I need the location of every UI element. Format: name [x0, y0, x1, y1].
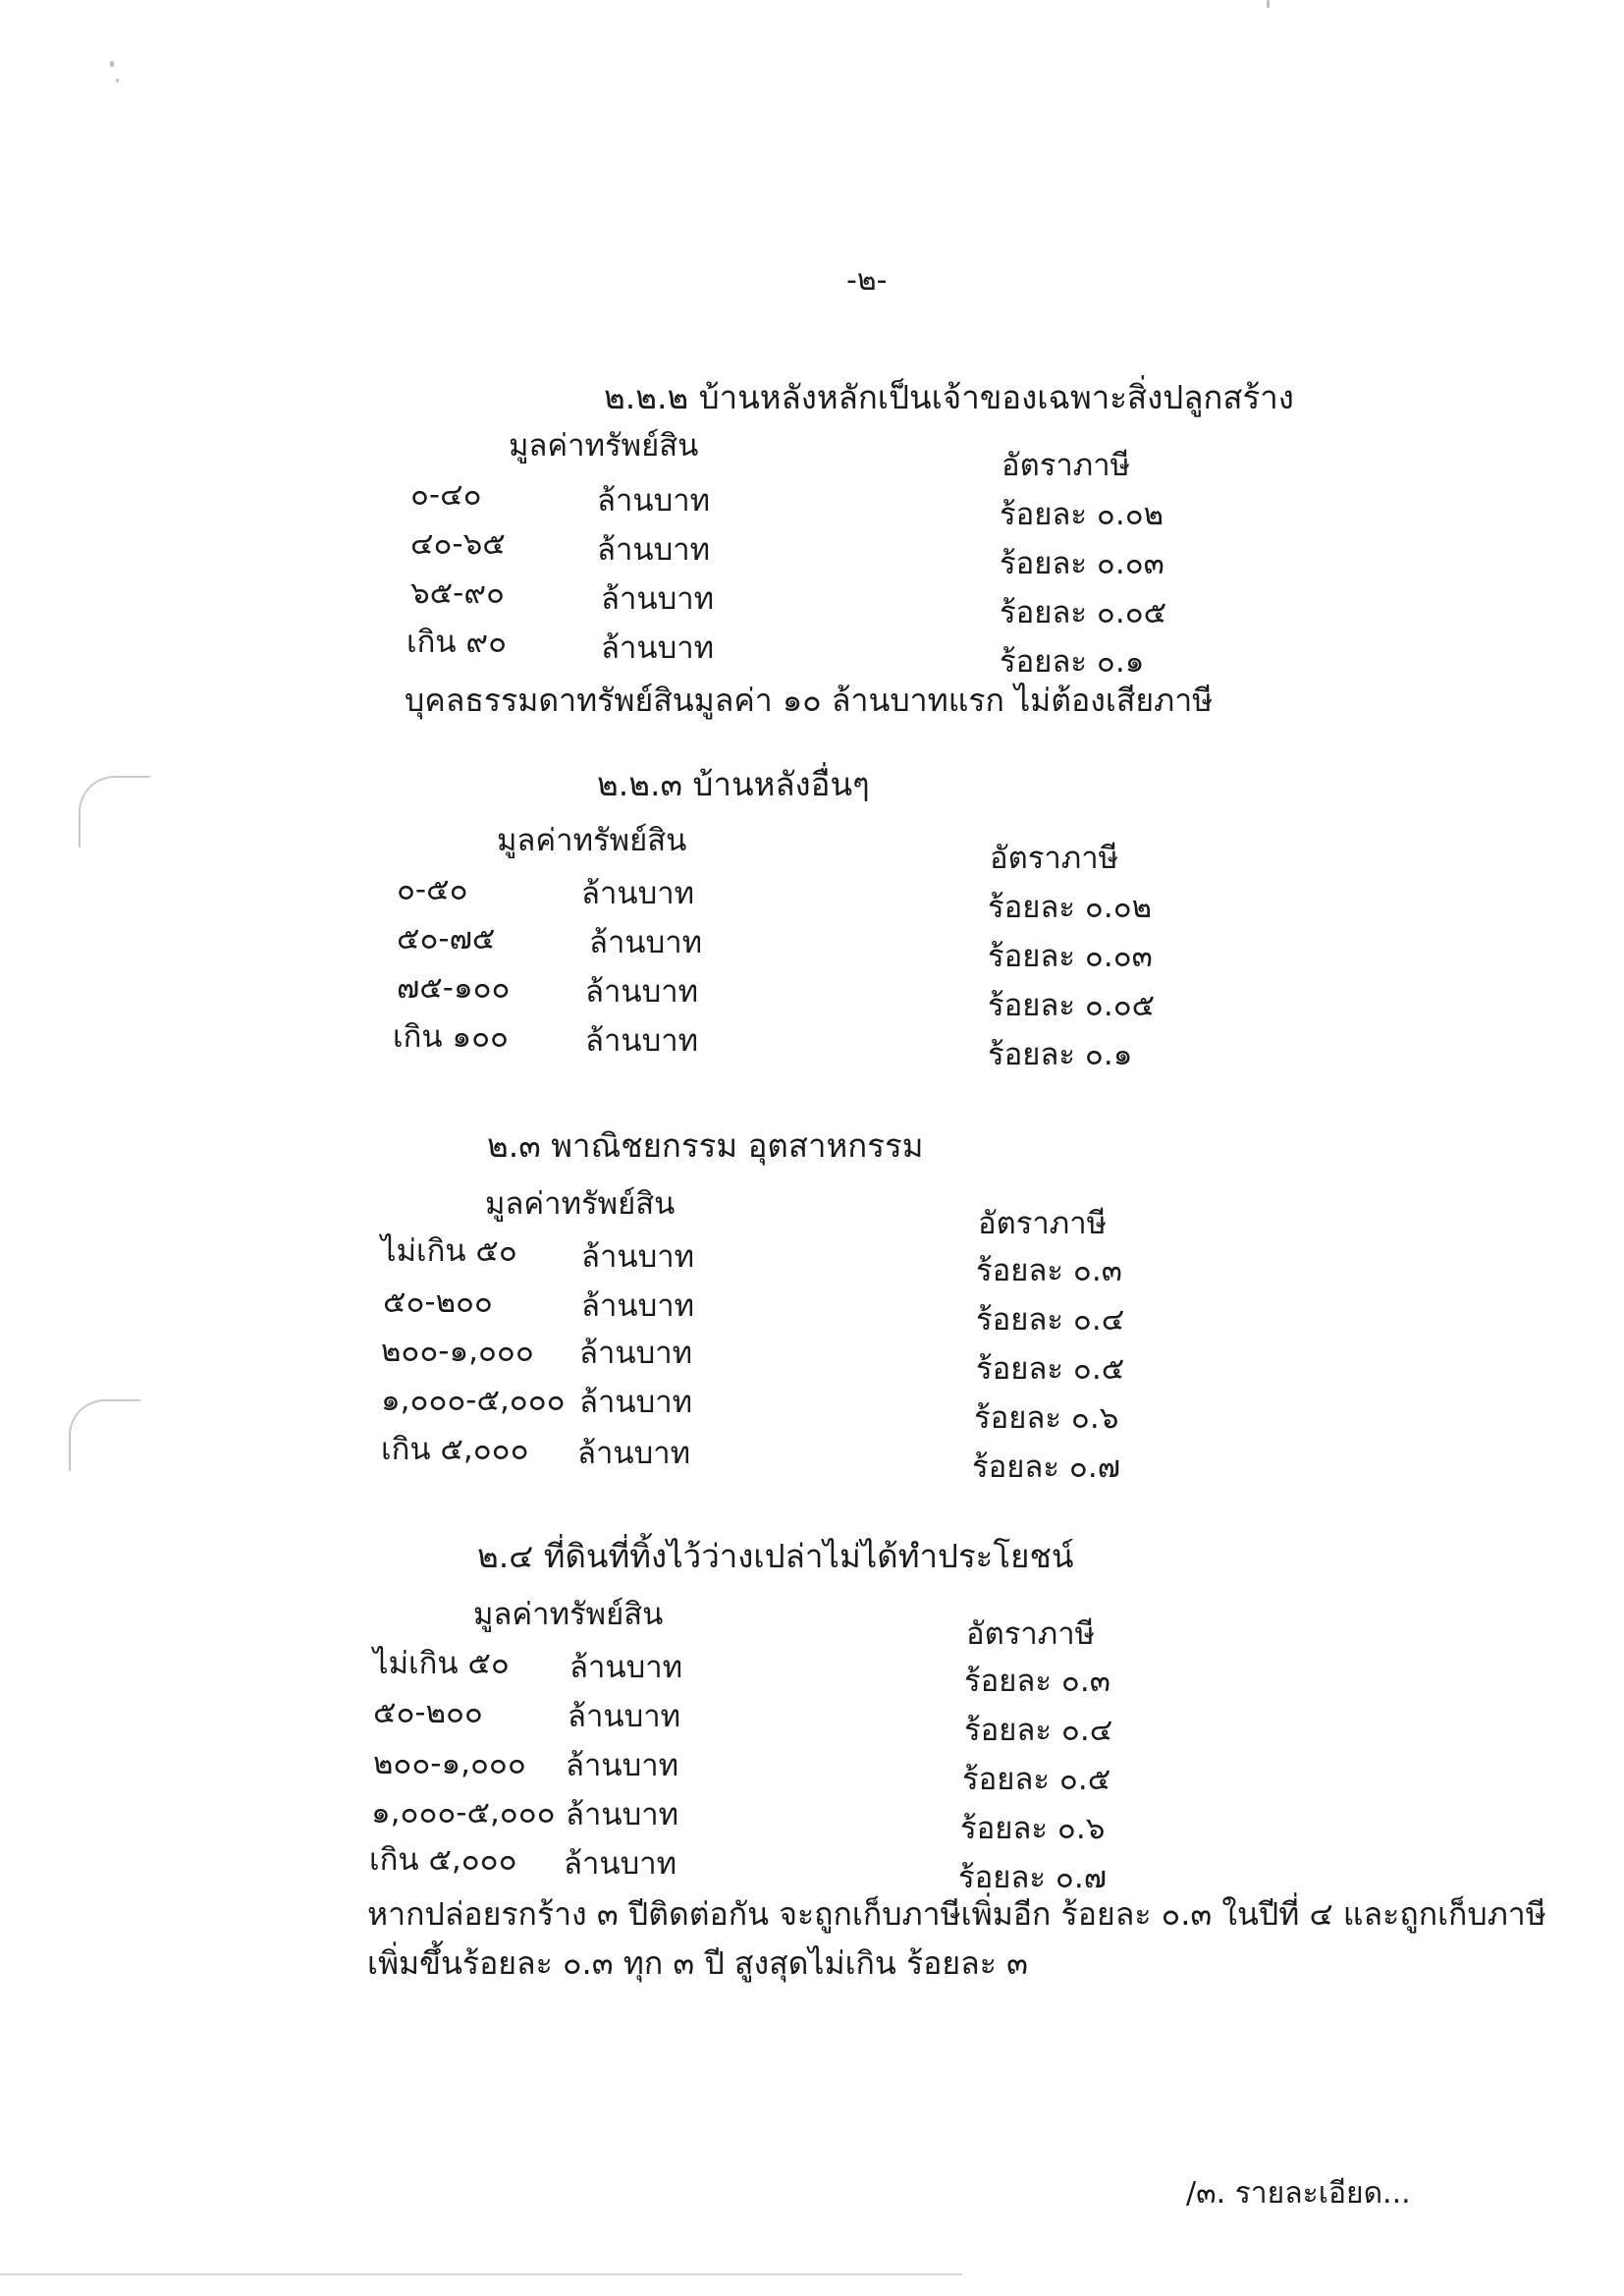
tax-rate: ร้อยละ ๐.๖: [974, 1400, 1119, 1436]
tax-rate: ร้อยละ ๐.๐๒: [988, 890, 1153, 925]
value-range: เกิน ๑๐๐: [393, 1019, 509, 1055]
continuation-footer: /๓. รายละเอียด...: [1186, 2176, 1411, 2211]
punch-hole-mark: [79, 776, 151, 848]
value-range: ๕๐-๗๕: [397, 921, 496, 957]
column-header-value: มูลค่าทรัพย์สิน: [485, 1186, 676, 1222]
column-header-value: มูลค่าทรัพย์สิน: [497, 823, 687, 858]
tax-rate: ร้อยละ ๐.๐๒: [1000, 497, 1164, 532]
tax-rate: ร้อยละ ๐.๐๓: [988, 939, 1153, 974]
tax-rate: ร้อยละ ๐.๖: [960, 1811, 1106, 1846]
value-range: เกิน ๙๐: [406, 625, 508, 660]
value-unit: ล้านบาท: [579, 1385, 693, 1420]
column-header-rate: อัตราภาษี: [966, 1616, 1096, 1652]
tax-rate: ร้อยละ ๐.๐๕: [1000, 595, 1167, 630]
value-range: เกิน ๕,๐๐๐: [381, 1432, 529, 1467]
scan-speck: [116, 79, 119, 82]
value-range: ๑,๐๐๐-๕,๐๐๐: [371, 1795, 556, 1831]
value-unit: ล้านบาท: [568, 1699, 681, 1734]
value-unit: ล้านบาท: [585, 1023, 699, 1059]
tax-rate: ร้อยละ ๐.๑: [1000, 644, 1145, 680]
tax-rate: ร้อยละ ๐.๗: [958, 1860, 1108, 1895]
tax-rate: ร้อยละ ๐.๔: [976, 1302, 1125, 1338]
scan-speck: [1267, 0, 1270, 8]
section-heading: ๒.๒.๓ บ้านหลังอื่นๆ: [597, 765, 870, 803]
value-unit: ล้านบาท: [581, 876, 695, 911]
value-range: ๑,๐๐๐-๕,๐๐๐: [381, 1383, 566, 1418]
value-range: ๗๕-๑๐๐: [397, 970, 511, 1006]
section-note-line: เพิ่มขึ้นร้อยละ ๐.๓ ทุก ๓ ปี สูงสุดไม่เกิน ร้อยละ ๓: [367, 1944, 1028, 1982]
value-unit: ล้านบาท: [566, 1748, 679, 1783]
value-range: ไม่เกิน ๕๐: [373, 1646, 510, 1681]
tax-rate: ร้อยละ ๐.๕: [976, 1351, 1125, 1387]
tax-rate: ร้อยละ ๐.๗: [972, 1449, 1121, 1485]
value-unit: ล้านบาท: [601, 630, 715, 666]
value-unit: ล้านบาท: [566, 1797, 679, 1832]
column-header-rate: อัตราภาษี: [978, 1206, 1108, 1241]
value-range: เกิน ๕,๐๐๐: [369, 1842, 517, 1878]
column-header-rate: อัตราภาษี: [990, 841, 1119, 876]
value-range: ๔๐-๖๕: [410, 526, 506, 562]
punch-hole-mark: [69, 1399, 141, 1472]
value-unit: ล้านบาท: [581, 1239, 695, 1275]
tax-rate: ร้อยละ ๐.๓: [964, 1664, 1110, 1699]
tax-rate: ร้อยละ ๐.๔: [964, 1713, 1113, 1748]
scan-edge-line: [0, 2273, 962, 2275]
page-number: -๒-: [846, 263, 888, 298]
section-note: บุคลธรรมดาทรัพย์สินมูลค่า ๑๐ ล้านบาทแรก ไม่ต้องเสียภาษี: [405, 682, 1214, 719]
column-header-value: มูลค่าทรัพย์สิน: [509, 428, 699, 464]
value-unit: ล้านบาท: [597, 532, 711, 568]
section-note-line: หากปล่อยรกร้าง ๓ ปีติดต่อกัน จะถูกเก็บภาษีเพิ่มอีก ร้อยละ ๐.๓ ในปีที่ ๔ และถูกเก็บภาษี: [367, 1895, 1546, 1933]
section-heading: ๒.๓ พาณิชยกรรม อุตสาหกรรม: [487, 1126, 924, 1165]
value-unit: ล้านบาท: [569, 1650, 683, 1685]
scan-speck: [110, 61, 114, 67]
value-unit: ล้านบาท: [601, 581, 715, 617]
value-range: ๖๕-๙๐: [410, 575, 505, 611]
section-heading: ๒.๒.๒ บ้านหลังหลักเป็นเจ้าของเฉพาะสิ่งปลูกสร้าง: [604, 378, 1294, 416]
column-header-rate: อัตราภาษี: [1001, 448, 1131, 483]
value-unit: ล้านบาท: [589, 925, 703, 960]
value-unit: ล้านบาท: [577, 1436, 691, 1471]
value-range: ๒๐๐-๑,๐๐๐: [381, 1334, 534, 1369]
value-range: ๕๐-๒๐๐: [383, 1285, 493, 1320]
value-range: ๒๐๐-๑,๐๐๐: [373, 1746, 526, 1781]
value-range: ๐-๕๐: [397, 872, 468, 907]
tax-rate: ร้อยละ ๐.๐๕: [988, 988, 1156, 1023]
value-range: ๕๐-๒๐๐: [373, 1695, 483, 1730]
value-unit: ล้านบาท: [581, 1288, 695, 1324]
tax-rate: ร้อยละ ๐.๐๓: [1000, 546, 1164, 581]
column-header-value: มูลค่าทรัพย์สิน: [473, 1597, 664, 1632]
tax-rate: ร้อยละ ๐.๕: [962, 1762, 1111, 1797]
value-range: ๐-๔๐: [410, 477, 482, 513]
value-unit: ล้านบาท: [585, 974, 699, 1010]
tax-rate: ร้อยละ ๐.๓: [976, 1253, 1122, 1288]
section-heading: ๒.๔ ที่ดินที่ทิ้งไว้ว่างเปล่าไม่ได้ทำประโยชน์: [477, 1537, 1074, 1575]
value-range: ไม่เกิน ๕๐: [381, 1233, 517, 1269]
value-unit: ล้านบาท: [579, 1336, 693, 1371]
value-unit: ล้านบาท: [597, 483, 711, 519]
value-unit: ล้านบาท: [564, 1846, 677, 1882]
tax-rate: ร้อยละ ๐.๑: [988, 1037, 1133, 1072]
